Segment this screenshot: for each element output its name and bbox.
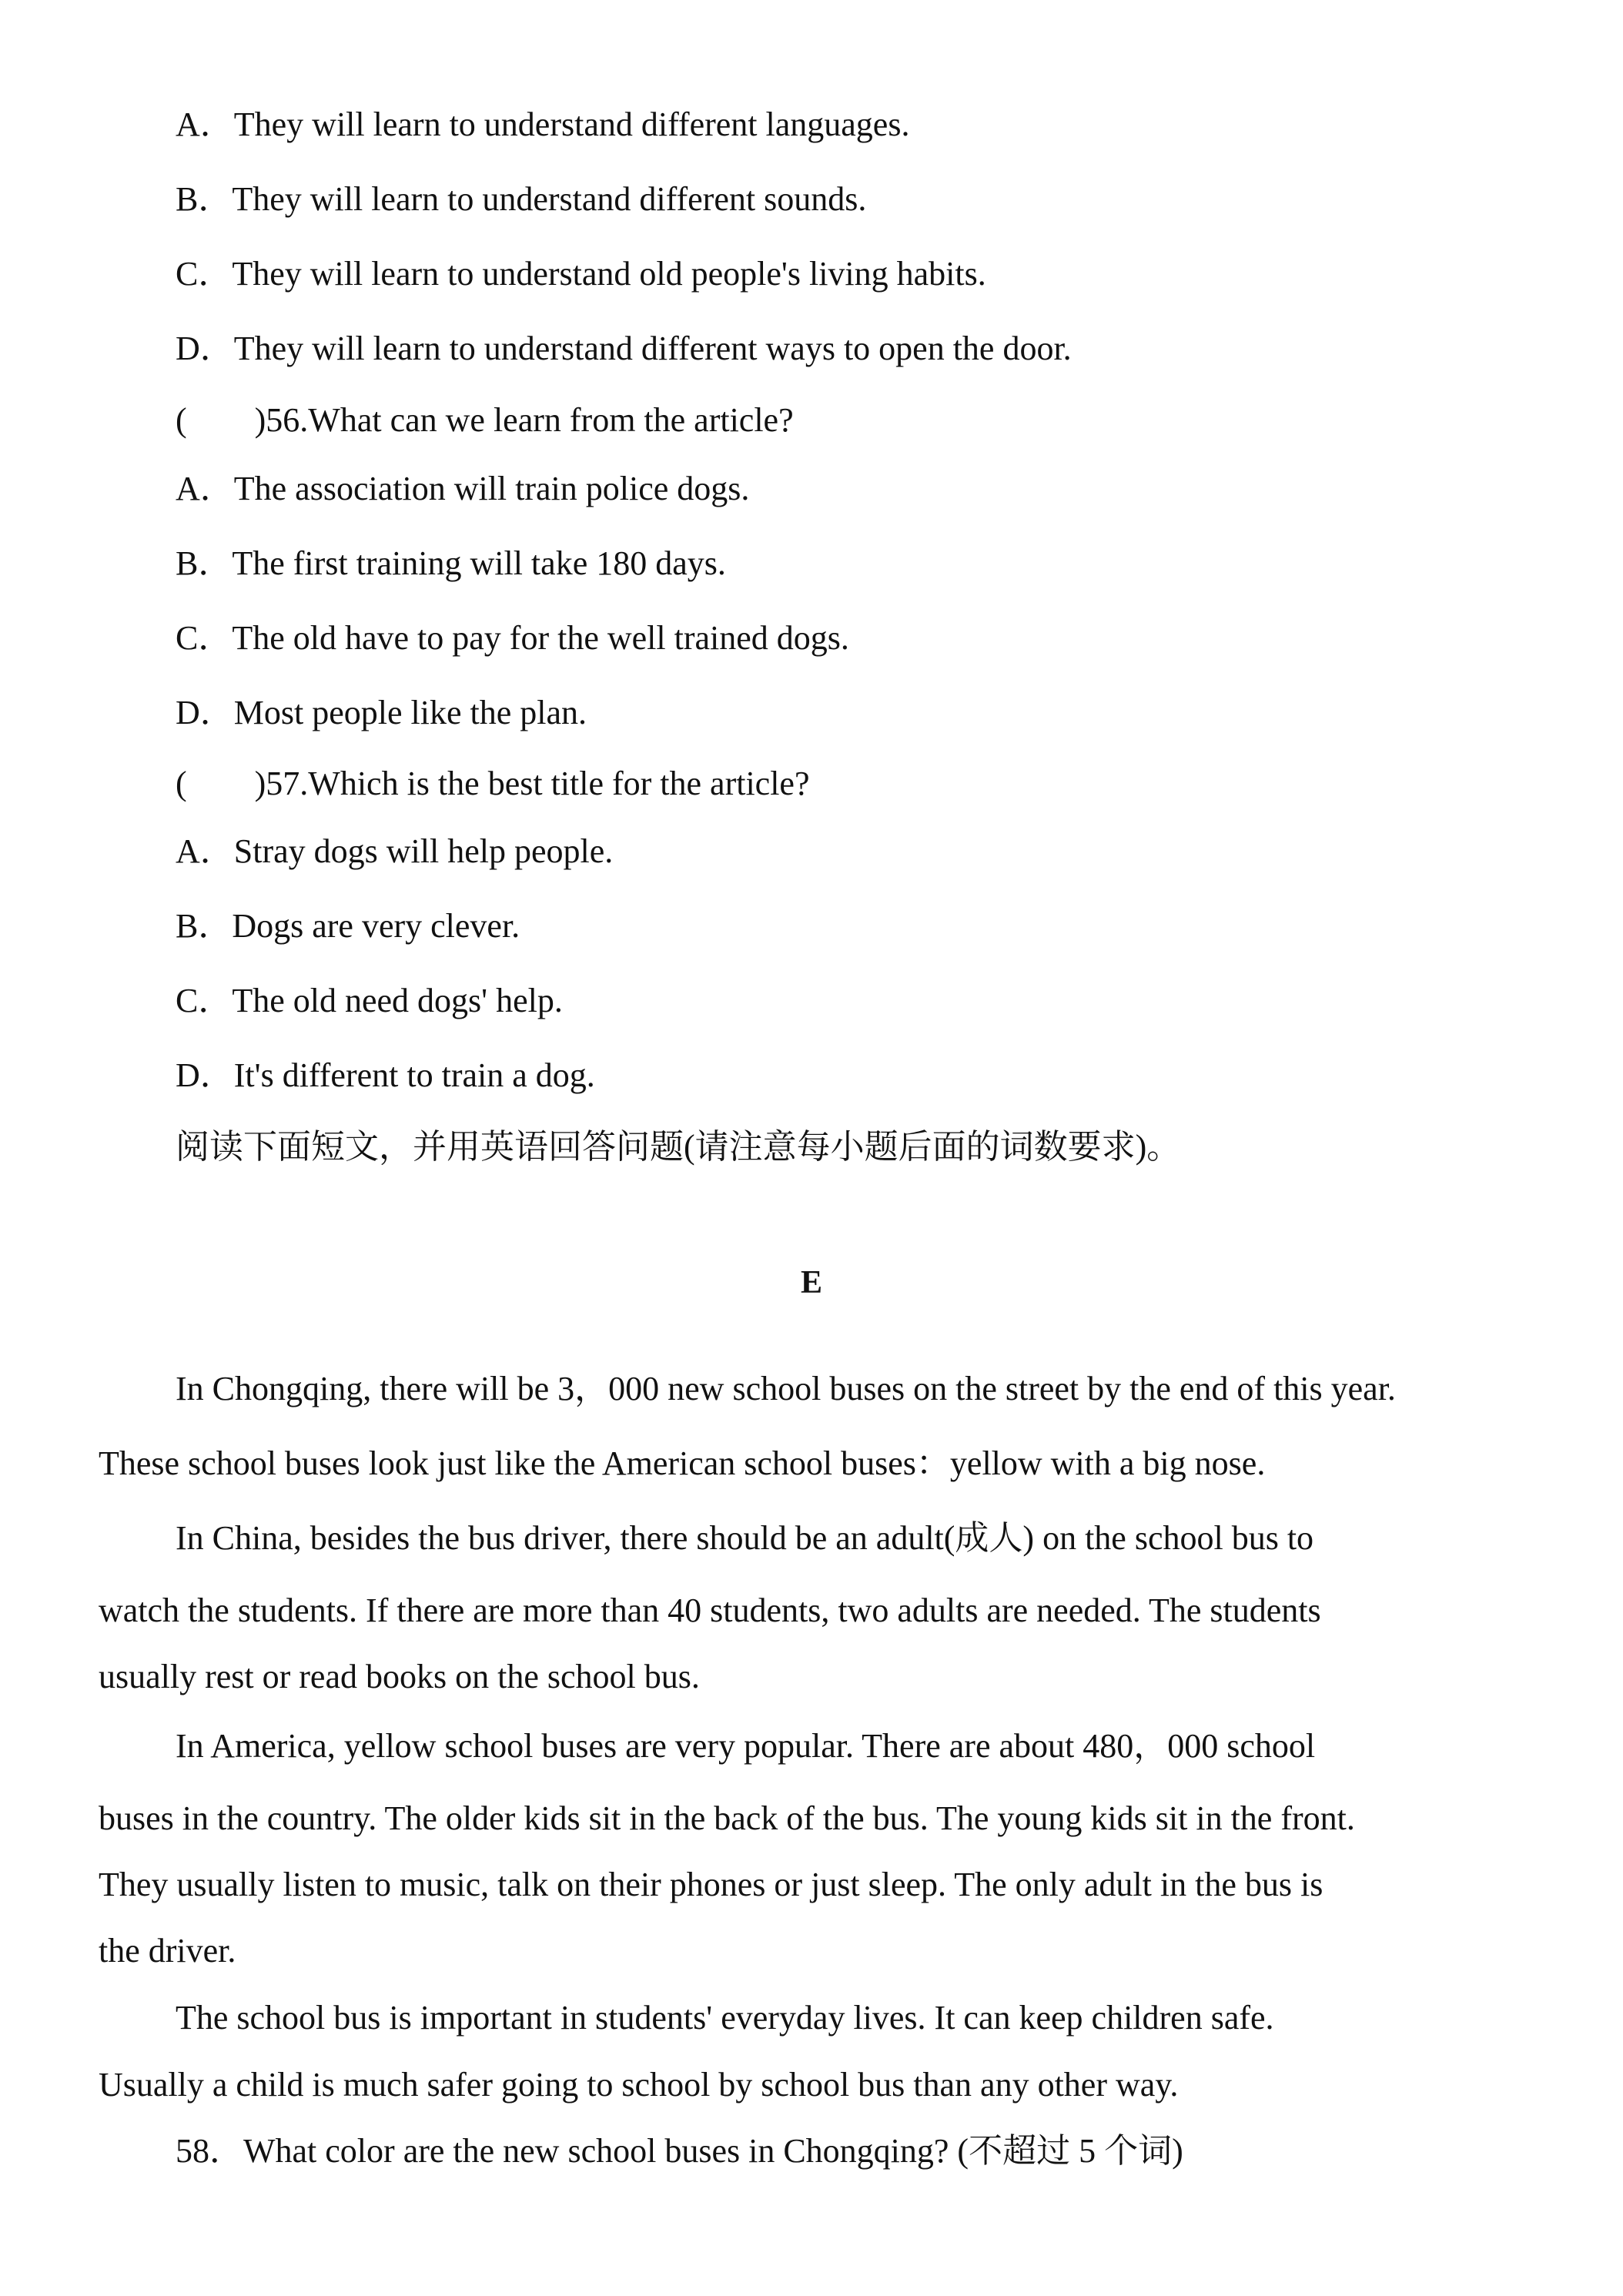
- q57-option-c: C．The old need dogs' help.: [176, 982, 563, 1019]
- q56-option-c: C．The old have to pay for the well trained dogs.: [176, 619, 849, 657]
- q56-option-a: A．The association will train police dogs.: [176, 470, 750, 507]
- q57-option-a: A．Stray dogs will help people.: [176, 832, 614, 870]
- passage-p2-line2: watch the students. If there are more than 40 students, two adults are needed. The students: [99, 1591, 1321, 1629]
- q55-option-c: C．They will learn to understand old people's living habits.: [176, 255, 986, 293]
- q56-option-d: D．Most people like the plan.: [176, 694, 587, 731]
- q56-stem: ( )56.What can we learn from the article?: [176, 401, 794, 439]
- passage-p1-line1: In Chongqing, there will be 3，000 new school buses on the street by the end of this year.: [176, 1370, 1396, 1407]
- passage-p2-line3: usually rest or read books on the school bus.: [99, 1658, 700, 1695]
- passage-p3-line3: They usually listen to music, talk on their phones or just sleep. The only adult in the bus is: [99, 1866, 1323, 1903]
- section-title: E: [800, 1265, 822, 1300]
- passage-p3-line4: the driver.: [99, 1932, 236, 1970]
- passage-p1-line2: These school buses look just like the American school buses：yellow with a big nose.: [99, 1444, 1266, 1482]
- q55-option-d: D．They will learn to understand different ways to open the door.: [176, 330, 1072, 367]
- q58-stem: 58．What color are the new school buses in Chongqing? (不超过 5 个词): [176, 2132, 1183, 2170]
- reading-instruction: 阅读下面短文，并用英语回答问题(请注意每小题后面的词数要求)。: [176, 1128, 1181, 1166]
- q57-option-d: D．It's different to train a dog.: [176, 1056, 595, 1094]
- passage-p4-line2: Usually a child is much safer going to school by school bus than any other way.: [99, 2066, 1179, 2104]
- q56-option-b: B．The first training will take 180 days.: [176, 544, 726, 582]
- q57-stem: ( )57.Which is the best title for the article?: [176, 765, 810, 802]
- q55-option-a: A．They will learn to understand different languages.: [176, 105, 910, 143]
- passage-p2-line1: In China, besides the bus driver, there should be an adult(成人) on the school bus to: [176, 1519, 1314, 1557]
- q57-option-b: B．Dogs are very clever.: [176, 907, 520, 945]
- passage-p3-line2: buses in the country. The older kids sit in the back of the bus. The young kids sit in the front.: [99, 1799, 1355, 1837]
- passage-p3-line1: In America, yellow school buses are very popular. There are about 480，000 school: [176, 1727, 1316, 1765]
- passage-p4-line1: The school bus is important in students' everyday lives. It can keep children safe.: [176, 1999, 1274, 2037]
- q55-option-b: B．They will learn to understand different sounds.: [176, 180, 867, 218]
